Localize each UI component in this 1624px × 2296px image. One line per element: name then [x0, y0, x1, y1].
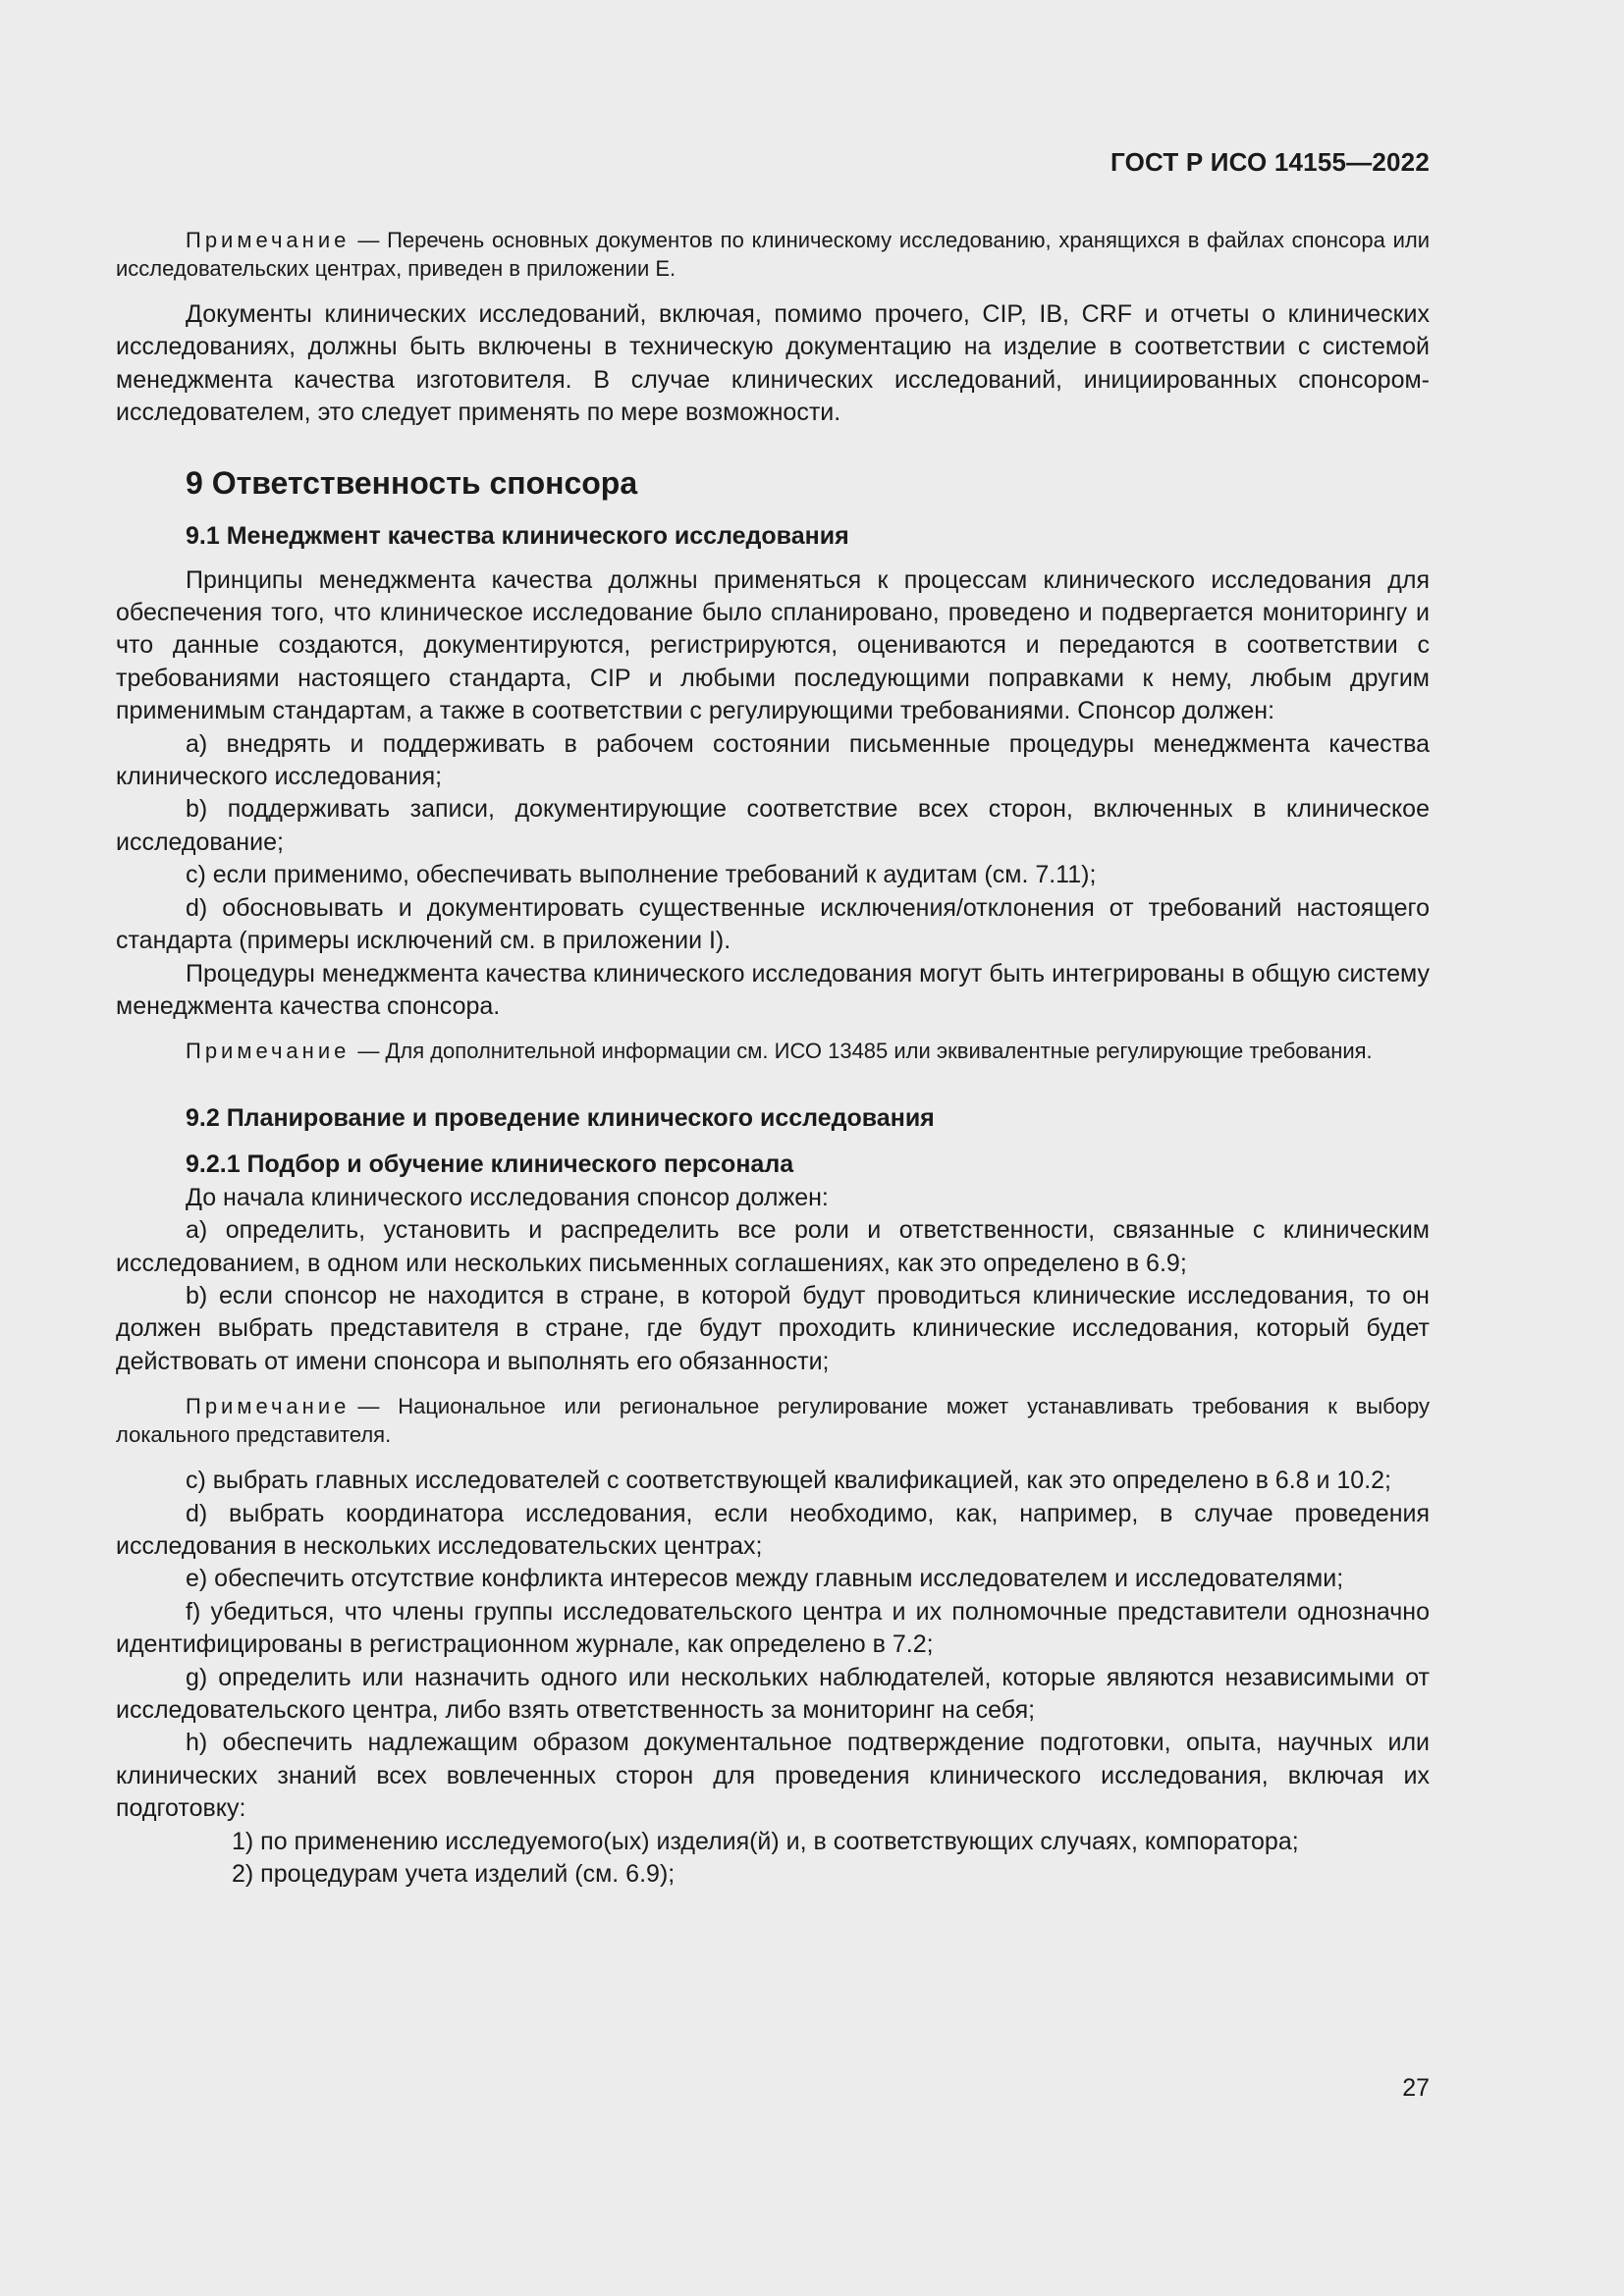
list-item-9-1-d: d) обосновывать и документировать существенные исключения/отклонения от требований настоящего стандарта (примеры исключений см. в приложении I).: [116, 893, 1430, 955]
sub-item-h-1: 1) по применению исследуемого(ых) изделия(й) и, в соответствующих случаях, компоратора;: [232, 1827, 1299, 1855]
list-item-9-2-1-a: a) определить, установить и распределить все роли и ответственности, связанные с клиническим исследованием, в одном или нескольких письменных соглашениях, как это определено в 6.9;: [116, 1216, 1430, 1277]
document-code-header: ГОСТ Р ИСО 14155—2022: [1110, 147, 1430, 177]
list-item-9-2-1-g: g) определить или назначить одного или нескольких наблюдателей, которые являются независимыми от исследовательского центра, либо взять ответственность за мониторинг на себя;: [116, 1663, 1430, 1724]
section-9-1-paragraph: Принципы менеджмента качества должны применяться к процессам клинического исследования для обеспечения того, что клиническое исследование было спланировано, проведено и подвергается мониторингу и что данные создаются, документируются, регистрируются, оцениваются и передаются в соответствии с требованиями настоящего стандарта, CIP и любыми последующими поправками к нему, любым другим применимым стандартам, а также в соответствии с регулирующими требованиями. Спонсор должен:: [116, 565, 1430, 725]
list-item-9-2-1-c: c) выбрать главных исследователей с соответствующей квалификацией, как это определено в 6.8 и 10.2;: [186, 1467, 1392, 1495]
sub-item-h-2: 2) процедурам учета изделий (см. 6.9);: [232, 1860, 676, 1889]
paragraph-clinical-docs: Документы клинических исследований, включая, помимо прочего, CIP, IB, CRF и отчеты о клинических исследованиях, должны быть включены в техническую документацию на изделие в соответствии с системой менеджмента качества изготовителя. В случае клинических исследований, инициированных спонсором-исследователем, это следует применять по мере возможности.: [116, 300, 1430, 427]
note-label: Примечание: [186, 1394, 351, 1419]
note-local-representative: [116, 1392, 1430, 1449]
note-label: Примечание: [186, 1039, 351, 1064]
note-text: — Национальное или региональное регулирование может устанавливать требования к выбору локального представителя.: [116, 1394, 1430, 1448]
list-item-9-2-1-b: b) если спонсор не находится в стране, в которой будут проводиться клинические исследования, то он должен выбрать представителя в стране, где будут проходить клинические исследования, который будет действовать от имени спонсора и выполнять его обязанности;: [116, 1281, 1430, 1375]
list-item-9-1-a: a) внедрять и поддерживать в рабочем состоянии письменные процедуры менеджмента качества клинического исследования;: [116, 729, 1430, 791]
section-9-2-1-title: 9.2.1 Подбор и обучение клинического персонала: [186, 1150, 794, 1179]
list-item-9-1-c: c) если применимо, обеспечивать выполнение требований к аудитам (см. 7.11);: [186, 861, 1097, 889]
document-page: [116, 0, 1430, 2296]
page-content: [116, 226, 1430, 1891]
list-item-9-1-b: b) поддерживать записи, документирующие соответствие всех сторон, включенных в клиническое исследование;: [116, 795, 1430, 856]
note-documents-list: [116, 226, 1430, 283]
list-item-9-2-1-h: h) обеспечить надлежащим образом документальное подтверждение подготовки, опыта, научных или клинических знаний всех вовлеченных сторон для проведения клинического исследования, включая их подготовку:: [116, 1729, 1430, 1823]
page-number: 27: [1402, 2074, 1430, 2102]
note-label: Примечание: [186, 228, 351, 252]
section-9-2-1-intro: До начала клинического исследования спонсор должен:: [186, 1183, 829, 1211]
list-item-9-2-1-f: f) убедиться, что члены группы исследовательского центра и их полномочные представители однозначно идентифицированы в регистрационном журнале, как определено в 7.2;: [116, 1597, 1430, 1659]
note-iso-13485: [116, 1037, 1430, 1065]
section-9-1-title: 9.1 Менеджмент качества клинического исследования: [186, 521, 849, 550]
section-9-title: 9 Ответственность спонсора: [186, 464, 638, 501]
list-item-9-2-1-d: d) выбрать координатора исследования, если необходимо, как, например, в случае проведения исследования в нескольких исследовательских центрах;: [116, 1499, 1430, 1560]
section-9-2-title: 9.2 Планирование и проведение клинического исследования: [186, 1104, 935, 1133]
note-text: — Для дополнительной информации см. ИСО 13485 или эквивалентные регулирующие требования.: [357, 1039, 1373, 1064]
note-text: — Перечень основных документов по клиническому исследованию, хранящихся в файлах спонсора или исследовательских центрах, приведен в приложении E.: [116, 228, 1430, 281]
list-item-9-2-1-e: e) обеспечить отсутствие конфликта интересов между главным исследователем и исследователями;: [186, 1565, 1344, 1593]
section-9-1-paragraph-2: Процедуры менеджмента качества клинического исследования могут быть интегрированы в общую систему менеджмента качества спонсора.: [116, 959, 1430, 1020]
